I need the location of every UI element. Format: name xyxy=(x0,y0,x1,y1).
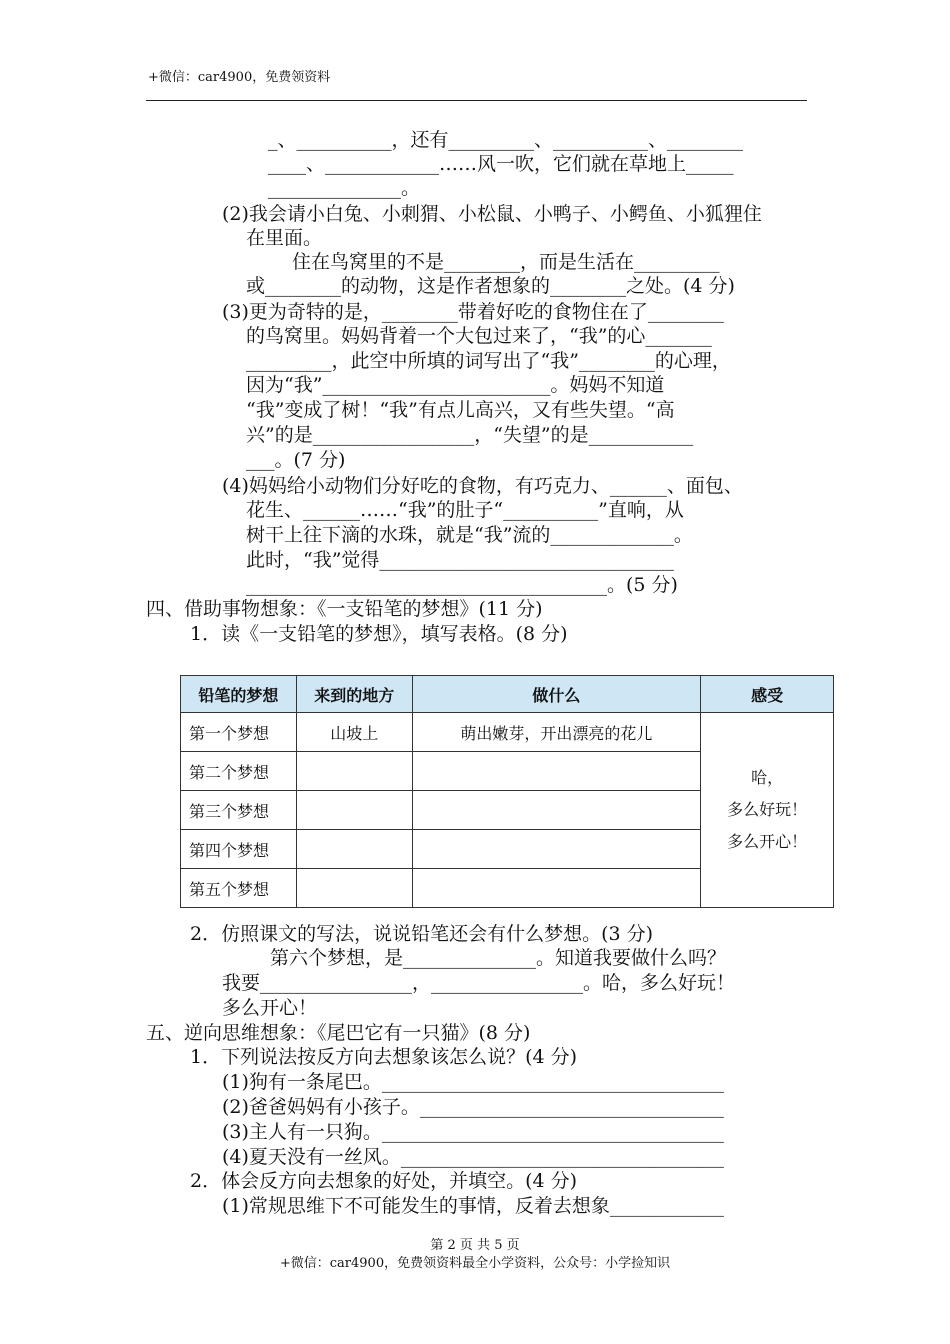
text-line: (2)爸爸妈妈有小孩子。________________________________ xyxy=(222,1096,724,1118)
question-4-1: 1．读《一支铅笔的梦想》，填写表格。(8 分) xyxy=(190,623,568,645)
place-cell: 山坡上 xyxy=(296,713,412,752)
page-number: 第 2 页 共 5 页 xyxy=(430,1238,520,1253)
question-5-1: 1．下列说法按反方向去想象该怎么说？(4 分) xyxy=(190,1046,578,1068)
text-line: 兴”的是_________________，“失望”的是___________ xyxy=(246,424,694,446)
dream-cell: 第四个梦想 xyxy=(181,830,297,869)
footer-note: +微信：car4900，免费领资料最全小学资料，公众号：小学捡知识 xyxy=(279,1256,671,1271)
table-row xyxy=(181,713,834,752)
feeling-line: 多么好玩！ xyxy=(727,800,808,819)
text-line: _、__________，还有_________、__________、________ xyxy=(268,129,744,151)
feeling-cell xyxy=(701,713,834,908)
header-feeling: 感受 xyxy=(701,676,834,713)
text-line: ____、____________……风一吹，它们就在草地上_____ xyxy=(268,153,734,175)
text-line: ______________________________________。(5 分) xyxy=(246,574,678,596)
question-4-2: 2．仿照课文的写法，说说铅笔还会有什么梦想。(3 分) xyxy=(190,923,654,945)
table-header-row xyxy=(181,676,834,713)
text-line: 此时，“我”觉得_______________________________ xyxy=(246,549,674,571)
place-cell xyxy=(296,752,412,791)
action-cell xyxy=(412,791,701,830)
header-dream: 铅笔的梦想 xyxy=(181,676,297,713)
section-4-title: 四、借助事物想象：《一支铅笔的梦想》(11 分) xyxy=(146,598,543,620)
text-line: (1)狗有一条尾巴。____________________________________ xyxy=(222,1071,724,1093)
text-line: “我”变成了树！“我”有点儿高兴，又有些失望。“高 xyxy=(246,399,675,421)
text-line: 我要________________，________________。哈，多么好玩！ xyxy=(222,972,736,994)
header-place: 来到的地方 xyxy=(296,676,412,713)
text-line: 多么开心！ xyxy=(222,997,318,1019)
text-line: ___。(7 分) xyxy=(246,449,346,471)
text-line: 树干上往下滴的水珠，就是“我”流的_____________。 xyxy=(246,524,693,546)
section-5-title: 五、逆向思维想象：《尾巴它有一只猫》(8 分) xyxy=(146,1022,531,1044)
dream-cell: 第一个梦想 xyxy=(181,713,297,752)
text-line: _________，此空中所填的词写出了“我”________的心理， xyxy=(246,350,731,372)
text-line: (1)常规思维下不可能发生的事情，反着去想象____________ xyxy=(222,1195,724,1217)
question-4: (4)妈妈给小动物们分好吃的食物，有巧克力、______、面包、 xyxy=(222,475,743,497)
text-line: 花生、______……“我”的肚子“__________”直响，从 xyxy=(246,499,684,521)
header-divider xyxy=(146,100,807,101)
question-2: (2)我会请小白兔、小刺猬、小松鼠、小鸭子、小鳄鱼、小狐狸住 xyxy=(222,203,762,225)
text-line: 住在鸟窝里的不是________，而是生活在_________ xyxy=(292,251,720,273)
action-cell xyxy=(412,830,701,869)
text-line: ______________。 xyxy=(268,177,421,199)
action-cell: 萌出嫩芽，开出漂亮的花儿 xyxy=(412,713,701,752)
dream-cell: 第二个梦想 xyxy=(181,752,297,791)
header-note: +微信：car4900，免费领资料 xyxy=(148,70,331,85)
pencil-dream-table xyxy=(180,675,834,908)
header-action: 做什么 xyxy=(412,676,701,713)
place-cell xyxy=(296,791,412,830)
dream-cell: 第三个梦想 xyxy=(181,791,297,830)
text-line: 第六个梦想，是______________。知道我要做什么吗？ xyxy=(270,947,727,969)
question-3: (3)更为奇特的是，________带着好吃的食物住在了________ xyxy=(222,301,724,323)
text-line: (3)主人有一只狗。____________________________________ xyxy=(222,1121,724,1143)
action-cell xyxy=(412,752,701,791)
text-line: 的鸟窝里。妈妈背着一个大包过来了，“我”的心_______ xyxy=(246,325,712,347)
text-line: 或________的动物，这是作者想象的________之处。(4 分) xyxy=(246,275,735,297)
feeling-line: 哈， xyxy=(751,768,784,787)
action-cell xyxy=(412,869,701,908)
place-cell xyxy=(296,869,412,908)
question-5-2: 2．体会反方向去想象的好处，并填空。(4 分) xyxy=(190,1170,578,1192)
dream-cell: 第五个梦想 xyxy=(181,869,297,908)
text-line: 因为“我”________________________。妈妈不知道 xyxy=(246,374,665,396)
text-line: (4)夏天没有一丝风。__________________________________ xyxy=(222,1146,724,1168)
text-line: 在里面。 xyxy=(246,227,323,249)
feeling-line: 多么开心！ xyxy=(727,832,808,851)
place-cell xyxy=(296,830,412,869)
